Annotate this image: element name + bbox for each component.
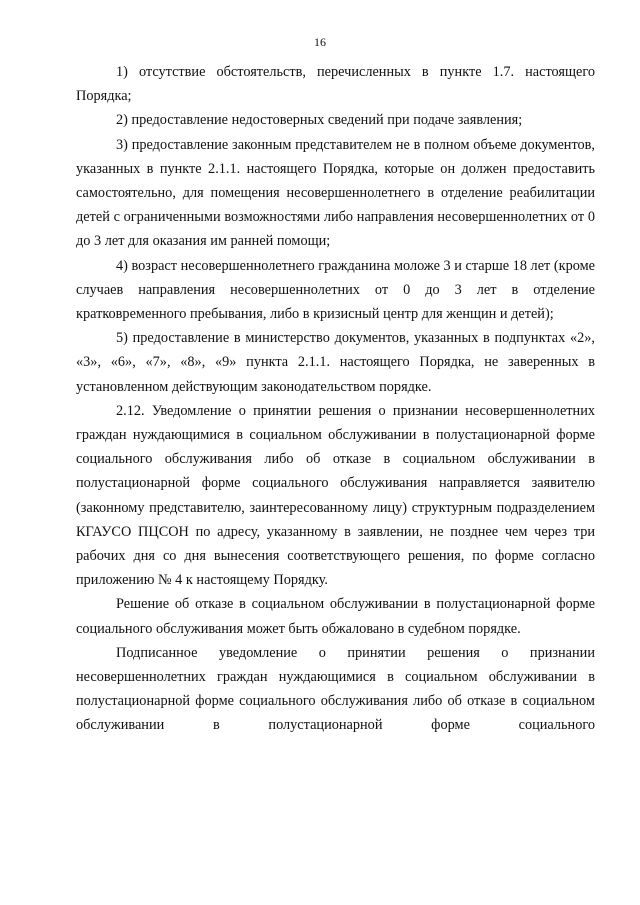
paragraph-item-5: 5) предоставление в министерство документов, указанных в подпунктах «2», «3», «6», «7», «8», «9» пункта 2.1.1. настоящего Порядка, не заверенных в установленном действующим законодательством порядке. <box>76 330 595 395</box>
paragraph-item-3: 3) предоставление законным представителем не в полном объеме документов, указанных в пункте 2.1.1. настоящего Порядка, которые он должен предоставить самостоятельно, для помещения несовершеннолетнего в отделение реабилитации детей с ограниченными возможностями либо направления несовершеннолетних от 0 до 3 лет для оказания им ранней помощи; <box>76 136 595 250</box>
paragraph-item-1: 1) отсутствие обстоятельств, перечисленных в пункте 1.7. настоящего Порядка; <box>76 64 595 105</box>
paragraph-appeal: Решение об отказе в социальном обслуживании в полустационарной форме социального обслуживания может быть обжаловано в судебном порядке. <box>76 596 595 637</box>
paragraph-item-2: 2) предоставление недостоверных сведений при подаче заявления; <box>116 112 523 129</box>
page-number: 16 <box>314 35 326 49</box>
paragraph-signed-notice: Подписанное уведомление о принятии решения о признании несовершеннолетних граждан нуждающимися в социальном обслуживании в полустационарной форме социального обслуживания либо об отказе в социальном обслуживании в полустационарной форме социального <box>76 644 595 734</box>
document-body <box>76 60 595 738</box>
paragraph-2-12: 2.12. Уведомление о принятии решения о признании несовершеннолетних граждан нуждающимися в социальном обслуживании в полустационарной форме социального обслуживания либо об отказе в социальном обслуживании в полустационарной форме социального обслуживания направляется заявителю (законному представителю, заинтересованному лицу) структурным подразделением КГАУСО ПЦСОН по адресу, указанному в заявлении, не позднее чем через три рабочих дня со дня вынесения соответствующего решения, по форме согласно приложению № 4 к настоящему Порядку. <box>76 402 595 589</box>
paragraph-item-4: 4) возраст несовершеннолетнего гражданина моложе 3 и старше 18 лет (кроме случаев направления несовершеннолетних от 0 до 3 лет в отделение кратковременного пребывания, либо в кризисный центр для женщин и детей); <box>76 257 595 323</box>
